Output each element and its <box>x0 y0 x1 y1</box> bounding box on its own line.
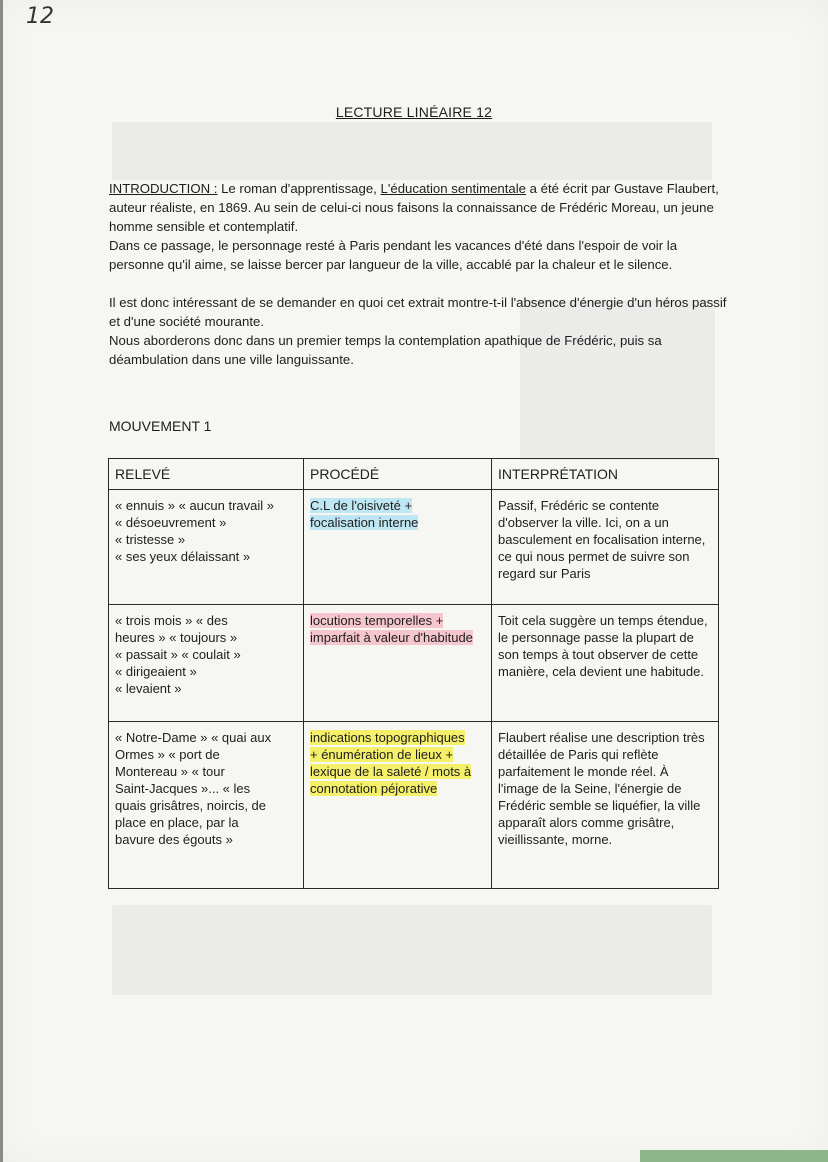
releve-cell: « Notre-Dame » « quai aux Ormes » « port de Montereau » « tour Saint-Jacques »... « les quais grisâtres, noircis, de place en place, par la bavure des égouts » <box>109 722 304 889</box>
binder-edge <box>0 0 3 1162</box>
highlighted-text: lexique de la saleté / mots à <box>310 764 472 779</box>
page-number: 12 <box>26 4 54 29</box>
highlighted-text: indications topographiques <box>310 730 465 745</box>
interpretation-cell: Passif, Frédéric se contente d'observer la ville. Ici, on a un basculement en focalisation interne, ce qui nous permet de suivre son regard sur Paris <box>492 490 719 605</box>
highlighted-text: C.L de l'oisiveté + <box>310 498 413 513</box>
procede-cell <box>304 722 492 889</box>
highlighted-text: locutions temporelles + <box>310 613 444 628</box>
plan-annonce: Nous aborderons donc dans un premier temps la contemplation apathique de Frédéric, puis sa déambulation dans une ville languissante. <box>109 333 662 367</box>
problematique: Il est donc intéressant de se demander en quoi cet extrait montre-t-il l'absence d'énergie d'un héros passif et d'une société mourante. <box>109 295 727 329</box>
interpretation-cell: Toit cela suggère un temps étendue, le personnage passe la plupart de son temps à tout observer de cette manière, cela devient une habitude. <box>492 605 719 722</box>
procede-cell <box>304 605 492 722</box>
table-row <box>109 490 719 605</box>
highlighted-text: imparfait à valeur d'habitude <box>310 630 473 645</box>
analysis-table <box>108 458 719 889</box>
highlighted-text: + énumération de lieux + <box>310 747 454 762</box>
introduction <box>109 179 734 369</box>
bleed-through-shadow <box>112 905 712 995</box>
table-row <box>109 605 719 722</box>
releve-cell: « ennuis » « aucun travail » « désoeuvrement » « tristesse » « ses yeux délaissant » <box>109 490 304 605</box>
header-releve: RELEVÉ <box>109 459 304 490</box>
interpretation-cell: Flaubert réalise une description très détaillée de Paris qui reflète parfaitement le monde réel. À l'image de la Seine, l'énergie de Frédéric semble se liquéfier, la ville apparaît alors comme grisâtre, vieillissante, morne. <box>492 722 719 889</box>
background-strip <box>640 1150 828 1162</box>
bleed-through-shadow <box>112 122 712 180</box>
page-title: LECTURE LINÉAIRE 12 <box>335 104 493 120</box>
table-row <box>109 722 719 889</box>
intro-paragraph-1: INTRODUCTION : Le roman d'apprentissage, L'éducation sentimentale a été écrit par Gustave Flaubert, auteur réaliste, en 1869. Au sein de celui-ci nous faisons la connaissance de Frédéric Moreau, un jeune homme sensible et contemplatif. <box>109 181 719 234</box>
book-title: L'éducation sentimentale <box>380 181 526 196</box>
header-procede: PROCÉDÉ <box>304 459 492 490</box>
highlighted-text: connotation péjorative <box>310 781 438 796</box>
releve-cell: « trois mois » « des heures » « toujours » « passait » « coulait » « dirigeaient » « levaient » <box>109 605 304 722</box>
intro-label: INTRODUCTION : <box>109 181 218 196</box>
intro-paragraph-2: Dans ce passage, le personnage resté à Paris pendant les vacances d'été dans l'espoir de voir la personne qu'il aime, se laisse bercer par langueur de la ville, accablé par la chaleur et le silence. <box>109 238 678 272</box>
table-header-row <box>109 459 719 490</box>
highlighted-text: focalisation interne <box>310 515 419 530</box>
procede-cell <box>304 490 492 605</box>
movement-heading: MOUVEMENT 1 <box>109 418 212 434</box>
header-interpretation: INTERPRÉTATION <box>492 459 719 490</box>
